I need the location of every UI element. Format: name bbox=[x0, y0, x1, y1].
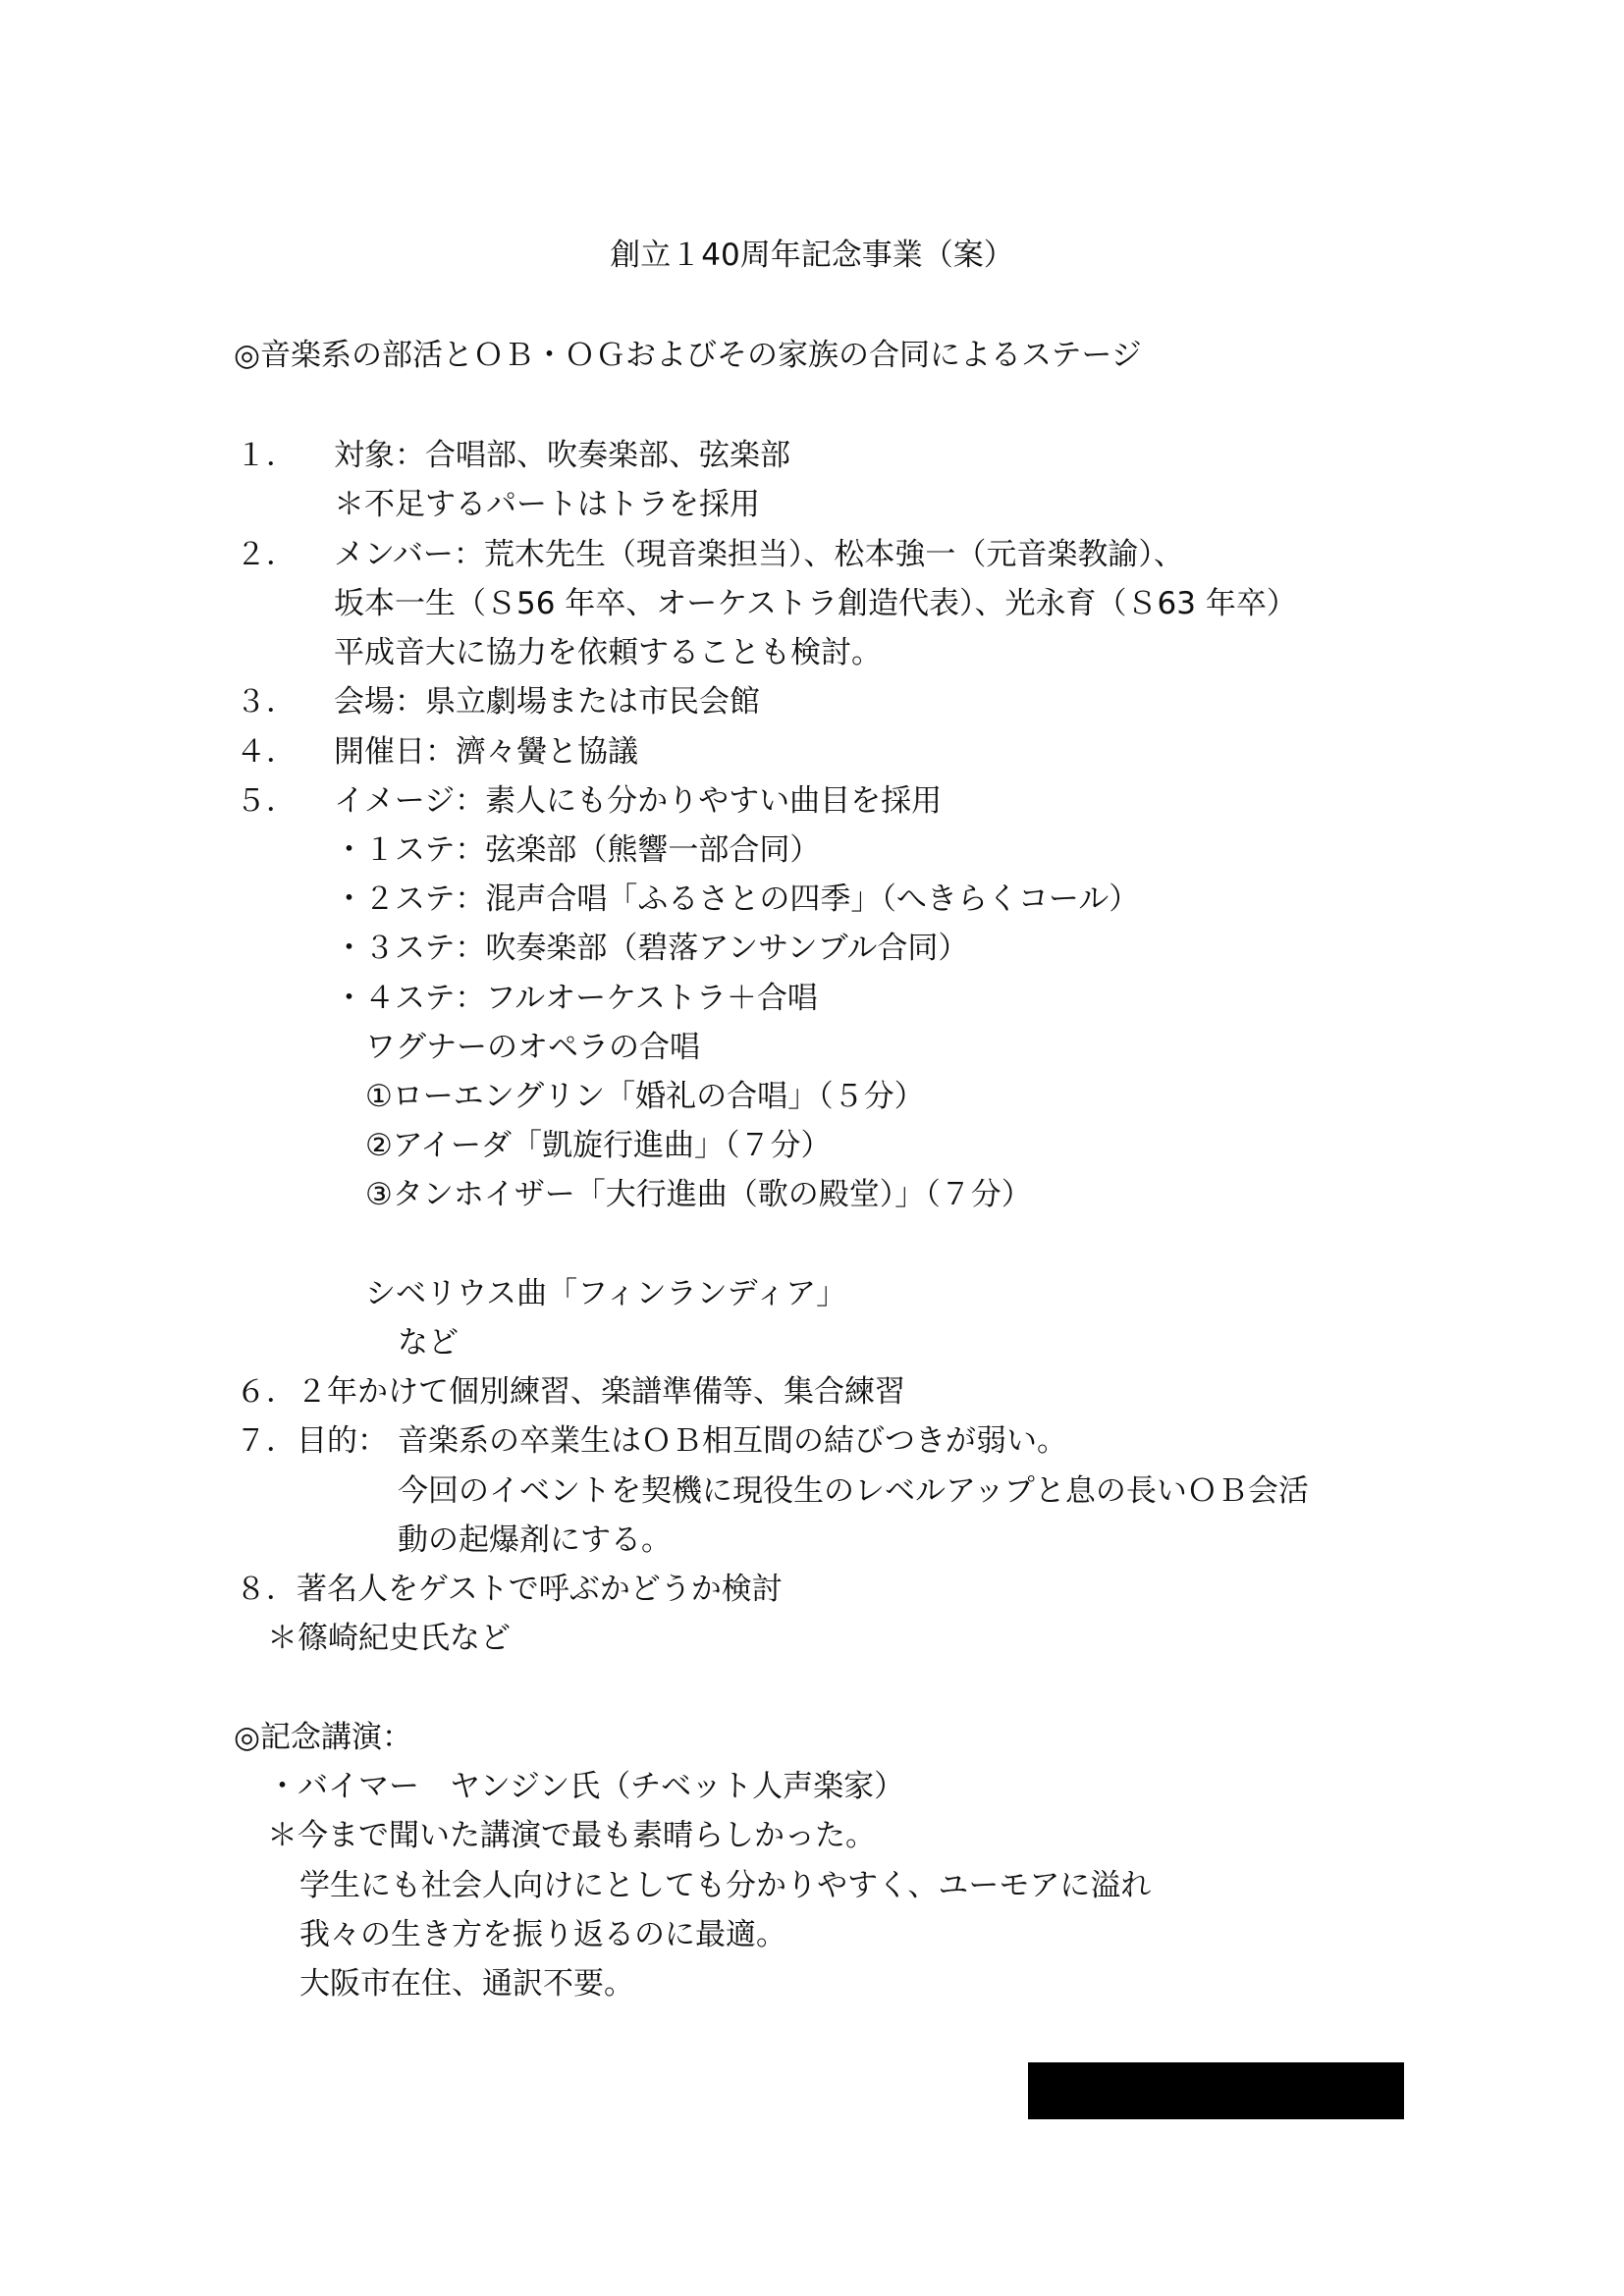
program-line: ②アイーダ「凱旋行進曲」（７分） bbox=[365, 1128, 832, 1163]
stage-line: ・３ステ：吹奏楽部（碧落アンサンブル合同） bbox=[334, 931, 969, 966]
stage-line: ・２ステ：混声合唱「ふるさとの四季」（へきらくコール） bbox=[334, 881, 1140, 917]
item-text: 会場：県立劇場または市民会館 bbox=[334, 684, 760, 720]
item-text: メンバー：荒木先生（現音楽担当）、松本強一（元音楽教諭）、 bbox=[334, 537, 1184, 572]
program-line: ワグナーのオペラの合唱 bbox=[365, 1030, 700, 1065]
item-note: ＊篠崎紀史氏など bbox=[267, 1621, 511, 1656]
program-line: など bbox=[398, 1325, 459, 1361]
stage-line: ・１ステ：弦楽部（熊響一部合同） bbox=[334, 832, 821, 868]
note-line: 大阪市在住、通訳不要。 bbox=[299, 1966, 634, 2002]
item-label: ７．目的： bbox=[236, 1423, 388, 1459]
item-number: １． bbox=[236, 438, 297, 473]
program-line: シベリウス曲「フィンランディア」 bbox=[365, 1276, 847, 1311]
item-number: ４． bbox=[236, 734, 297, 770]
note-line: 学生にも社会人向けにとしても分かりやすく、ユーモアに溢れ bbox=[299, 1868, 1152, 1903]
document-title: 創立１40周年記念事業（案） bbox=[610, 238, 1014, 273]
section-heading-lecture: ◎記念講演： bbox=[234, 1720, 413, 1755]
item-text: 開催日：濟々黌と協議 bbox=[334, 734, 638, 770]
item-text: ６．２年かけて個別練習、楽譜準備等、集合練習 bbox=[236, 1374, 905, 1410]
item-number: ３． bbox=[236, 684, 297, 720]
note-line: 我々の生き方を振り返るのに最適。 bbox=[299, 1917, 786, 1952]
item-text: 坂本一生（Ｓ56 年卒、オーケストラ創造代表）、光永育（Ｓ63 年卒） bbox=[334, 586, 1297, 621]
program-line: ①ローエングリン「婚礼の合唱」（５分） bbox=[365, 1079, 925, 1114]
redaction-block bbox=[1028, 2062, 1404, 2119]
speaker-line: ・バイマー ヤンジン氏（チベット人声楽家） bbox=[267, 1769, 905, 1804]
item-number: ２． bbox=[236, 537, 297, 572]
note-line: ＊今まで聞いた講演で最も素晴らしかった。 bbox=[267, 1818, 876, 1853]
section-heading-stage: ◎音楽系の部活とＯＢ・ＯＧおよびその家族の合同によるステージ bbox=[234, 338, 1142, 373]
stage-line: ・４ステ：フルオーケストラ＋合唱 bbox=[334, 981, 818, 1016]
program-line: ③タンホイザー「大行進曲（歌の殿堂）」（７分） bbox=[365, 1177, 1032, 1212]
item-text: 動の起爆剤にする。 bbox=[398, 1522, 672, 1558]
item-text: ８．著名人をゲストで呼ぶかどうか検討 bbox=[236, 1572, 783, 1607]
item-text: イメージ：素人にも分かりやすい曲目を採用 bbox=[334, 783, 943, 819]
item-number: ５． bbox=[236, 783, 297, 819]
item-text: 対象：合唱部、吹奏楽部、弦楽部 bbox=[334, 438, 790, 473]
item-text: 平成音大に協力を依頼することも検討。 bbox=[334, 635, 882, 670]
item-text: 今回のイベントを契機に現役生のレベルアップと息の長いＯＢ会活 bbox=[398, 1473, 1309, 1509]
item-text: 音楽系の卒業生はＯＢ相互間の結びつきが弱い。 bbox=[398, 1423, 1067, 1459]
item-text: ＊不足するパートはトラを採用 bbox=[334, 487, 760, 522]
